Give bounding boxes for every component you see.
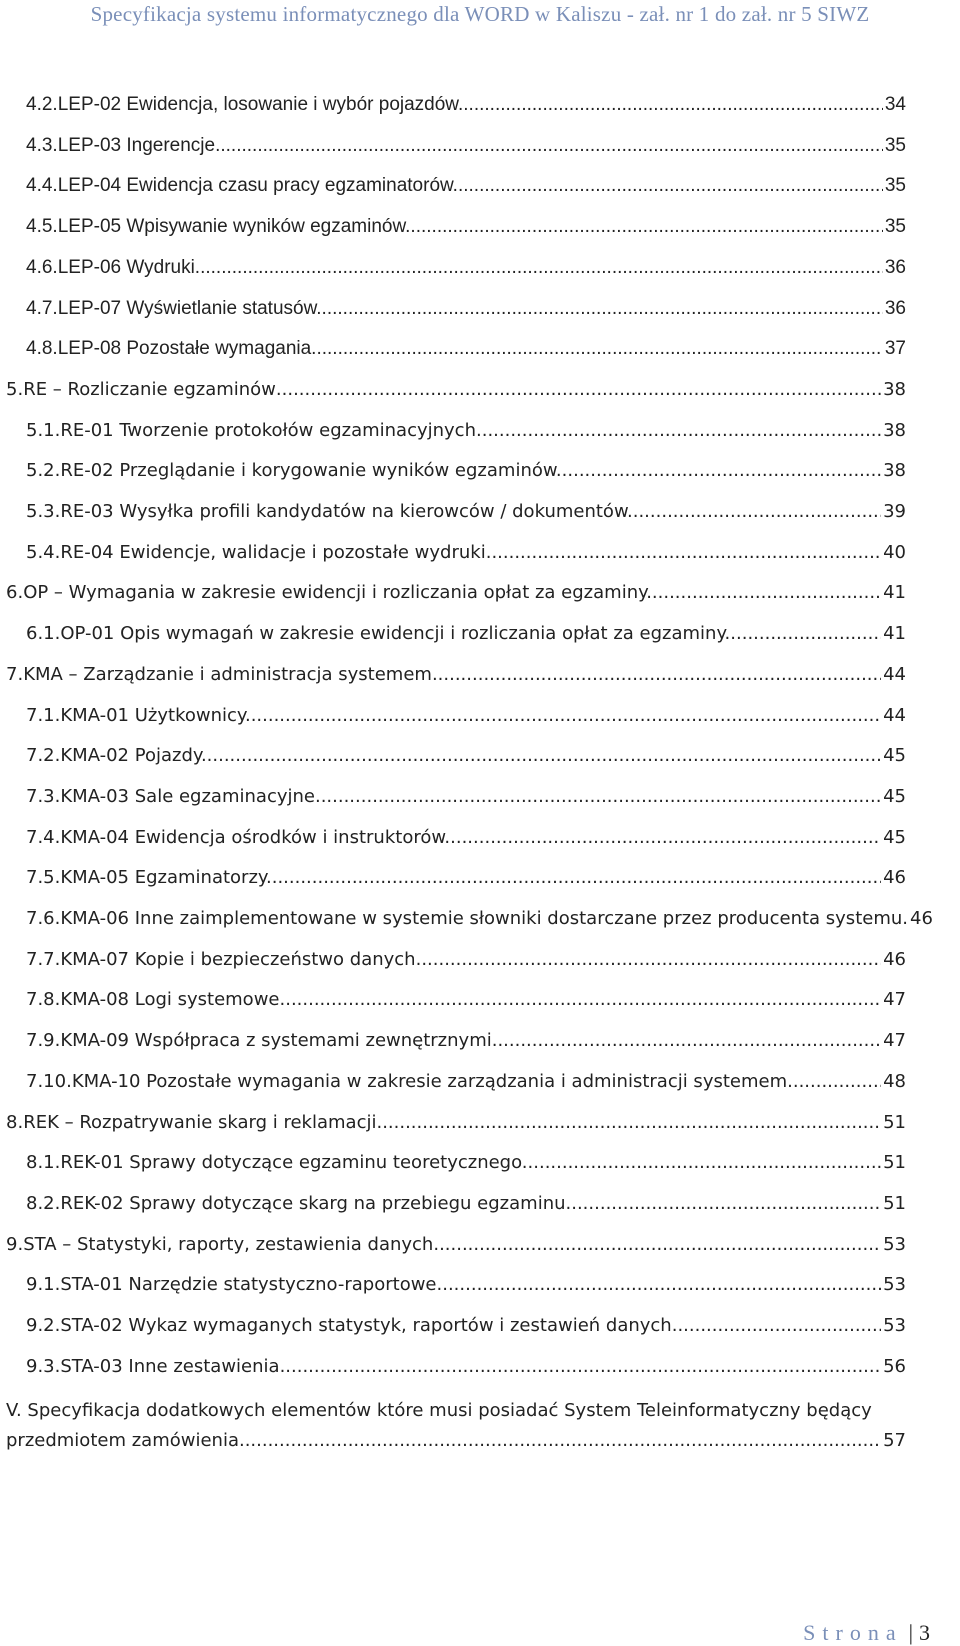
toc-entry-page: 37: [884, 338, 906, 360]
toc-entry-leader: [316, 338, 882, 360]
page-footer: [803, 1620, 930, 1646]
toc-entry-leader: [382, 1112, 881, 1133]
toc-entry-leader: [321, 786, 881, 807]
toc-entry-title: STA – Statystyki, raporty, zestawienia danych.: [23, 1233, 440, 1255]
toc-entry-title: KMA-02 Pojazdy.: [60, 745, 207, 767]
toc-entry-title: LEP-08 Pozostałe wymagania.: [57, 338, 317, 360]
toc-entry-page: 35: [884, 134, 906, 156]
toc-entry-page: 41: [883, 623, 906, 645]
toc-entry-number: 8.2.: [26, 1192, 61, 1214]
toc-entry-title: KMA-10 Pozostałe wymagania w zakresie zarządzania i administracji systemem.: [71, 1070, 793, 1092]
toc-entry-leader: [439, 1234, 881, 1255]
toc-entry[interactable]: [26, 298, 906, 328]
toc-entry-leader: [285, 989, 881, 1010]
toc-entry-number: 6.1.: [26, 623, 61, 645]
toc-entry-leader: [463, 94, 883, 116]
toc-entry-page: 35: [884, 216, 906, 238]
toc-entry-number: 9.2.: [26, 1315, 61, 1336]
toc-entry-number: 4.4.: [26, 175, 58, 197]
document-title: Specyfikacja systemu informatycznego dla WORD w Kaliszu - zał. nr 1 do zał. nr 5 SIWZ: [90, 2, 870, 26]
toc-entry[interactable]: [26, 1193, 906, 1223]
toc-entry-title: REK-01 Sprawy dotyczące egzaminu teoretycznego.: [60, 1152, 528, 1174]
toc-entry-page: 46: [883, 948, 906, 970]
toc-entry[interactable]: [26, 989, 906, 1019]
toc-entry-number: 4.7.: [26, 297, 58, 319]
toc-entry-leader: [528, 1152, 882, 1173]
toc-entry[interactable]: [6, 1112, 906, 1142]
toc-entry-title: RE-01 Tworzenie protokołów egzaminacyjnych.: [60, 419, 482, 441]
toc-entry-number: 4.3.: [26, 134, 58, 156]
toc-entry-title: STA-01 Narzędzie statystyczno-raportowe.: [60, 1274, 443, 1296]
toc-entry-page: 47: [883, 1030, 906, 1052]
toc-entry-page: 45: [883, 826, 906, 848]
toc-entry-number: 9.3.: [26, 1355, 61, 1377]
toc-entry-title: KMA-06 Inne zaimplementowane w systemie słowniki dostarczane przez producenta systemu.: [60, 908, 908, 929]
toc-entry-leader: [458, 175, 883, 197]
toc-entry-number: 7.10.: [26, 1070, 72, 1092]
toc-entry-title: OP-01 Opis wymagań w zakresie ewidencji i rozliczania opłat za egzaminy.: [60, 623, 731, 645]
toc-entry-leader: [442, 1274, 881, 1295]
toc-entry-title: OP – Wymagania w zakresie ewidencji i rozliczania opłat za egzaminy.: [23, 582, 652, 604]
toc-entry-final[interactable]: [6, 1396, 906, 1460]
toc-entry-leader: [450, 827, 881, 848]
toc-entry-leader: [730, 623, 881, 644]
toc-entry[interactable]: [26, 420, 906, 450]
toc-entry[interactable]: [26, 1315, 906, 1345]
toc-entry-page: 56: [883, 1355, 906, 1377]
toc-entry-number: 7.2.: [26, 745, 61, 767]
toc-entry-number: 5.1.: [26, 419, 61, 441]
toc-entry-page: 36: [884, 297, 906, 319]
toc-entry-leader: [571, 1193, 881, 1214]
toc-entry-number: 4.2.: [26, 94, 58, 115]
toc-entry-leader: [633, 501, 881, 522]
toc-entry[interactable]: [26, 786, 906, 816]
toc-entry-leader: [562, 460, 881, 481]
toc-entry-title: KMA-09 Współpraca z systemami zewnętrznymi.: [60, 1030, 498, 1052]
toc-entry-leader: [482, 420, 881, 441]
toc-entry-title: KMA – Zarządzanie i administracja systemem.: [23, 663, 438, 685]
toc-entry-leader: [220, 135, 882, 157]
toc-entry[interactable]: [26, 827, 906, 857]
toc-entry-title: KMA-04 Ewidencja ośrodków i instruktorów.: [60, 826, 451, 848]
toc-entry-number: 5.: [6, 378, 24, 400]
toc-entry-leader: [438, 664, 881, 685]
toc-entry[interactable]: [26, 908, 933, 938]
toc-entry-title: LEP-07 Wyświetlanie statusów.: [57, 297, 322, 319]
toc-entry-leader: [285, 1356, 881, 1377]
toc-entry[interactable]: [26, 1030, 906, 1060]
toc-entry-number: 8.: [6, 1111, 24, 1133]
toc-entry-page: 47: [883, 989, 906, 1011]
toc-entry[interactable]: [6, 379, 906, 409]
toc-entry-number: 7.3.: [26, 785, 61, 807]
toc-entry-number: 7.: [6, 663, 24, 685]
toc-entry[interactable]: [26, 1356, 906, 1386]
toc-entry-page: 51: [883, 1152, 906, 1174]
toc-entry-number: 9.1.: [26, 1274, 61, 1296]
page-header: [0, 0, 960, 40]
toc-final-line1: V. Specyfikacja dodatkowych elementów które musi posiadać System Teleinformatyczny będący: [6, 1400, 872, 1422]
toc-entry-title: RE – Rozliczanie egzaminów: [23, 378, 276, 400]
toc-entry-number: 5.2.: [26, 460, 61, 482]
toc-entry-number: 7.4.: [26, 826, 61, 848]
toc-entry-leader: [491, 542, 881, 563]
toc-entry-page: 36: [884, 256, 906, 278]
toc-entry-title: KMA-03 Sale egzaminacyjne.: [60, 785, 321, 807]
toc-entry[interactable]: [6, 582, 906, 612]
toc-entry[interactable]: [6, 664, 906, 694]
toc-entry-page: 53: [883, 1233, 906, 1255]
toc-entry-number: 8.1.: [26, 1152, 61, 1174]
toc-entry[interactable]: [26, 501, 906, 531]
toc-entry-title: LEP-03 Ingerencje.: [57, 134, 221, 156]
page-separator: |: [908, 1620, 913, 1645]
toc-entry[interactable]: [26, 135, 906, 165]
toc-entry-page: 45: [883, 785, 906, 807]
toc-entry-title: LEP-06 Wydruki.: [57, 256, 201, 278]
toc-entry-title: KMA-08 Logi systemowe.: [60, 989, 286, 1011]
toc-entry-page: 45: [883, 745, 906, 767]
toc-entry-number: 7.5.: [26, 867, 61, 889]
toc-entry[interactable]: [26, 216, 906, 246]
toc-entry-page: 44: [883, 663, 906, 685]
toc-entry-leader: [410, 216, 882, 238]
toc-entry-number: 7.7.: [26, 948, 61, 970]
toc-entry-leader: [251, 705, 881, 726]
toc-entry-title: RE-04 Ewidencje, walidacje i pozostałe wydruki.: [60, 541, 492, 563]
toc-entry-leader: [276, 379, 881, 400]
toc-entry-page: 40: [883, 541, 906, 563]
toc-entry-leader: [207, 745, 881, 766]
toc-entry-title: RE-02 Przeglądanie i korygowanie wyników egzaminów.: [60, 460, 562, 482]
toc-entry-page: 44: [883, 704, 906, 726]
toc-entry[interactable]: [26, 1152, 906, 1182]
toc-entry-page: 53: [883, 1315, 906, 1336]
toc-entry[interactable]: [26, 1071, 906, 1101]
page-number: 3: [919, 1620, 930, 1645]
toc-entry-page: 35: [884, 175, 906, 197]
toc-entry-page: 46: [910, 908, 933, 929]
toc-entry[interactable]: [26, 460, 906, 490]
toc-entry[interactable]: [26, 705, 906, 735]
toc-entry-page: 38: [883, 378, 906, 400]
toc-entry-page: 51: [883, 1192, 906, 1214]
toc-entry-number: 4.6.: [26, 256, 58, 278]
toc-entry[interactable]: [26, 623, 906, 653]
toc-entry-leader: [200, 257, 883, 279]
toc-entry[interactable]: [6, 1234, 906, 1264]
toc-entry[interactable]: [26, 175, 906, 205]
toc-entry-number: 4.8.: [26, 338, 58, 360]
toc-entry-page: 53: [883, 1274, 906, 1296]
toc-entry-leader: [421, 949, 881, 970]
toc-entry-title: KMA-01 Użytkownicy.: [60, 704, 251, 726]
toc-entry-page: 34: [884, 94, 906, 115]
toc-entry-page: 48: [883, 1070, 906, 1092]
toc-entry-title: LEP-05 Wpisywanie wyników egzaminów.: [57, 216, 411, 238]
toc-entry-title: LEP-04 Ewidencja czasu pracy egzaminatorów.: [57, 175, 458, 197]
toc-entry-number: 7.9.: [26, 1030, 61, 1052]
page-label: Strona: [803, 1620, 903, 1645]
toc-final-line2: przedmiotem zamówienia.: [6, 1430, 245, 1452]
toc-entry-page: 46: [883, 867, 906, 889]
toc-entry-page: 41: [883, 582, 906, 604]
toc-entry-number: 7.6.: [26, 908, 61, 929]
toc-entry-number: 4.5.: [26, 216, 58, 238]
toc-final-page: 57: [883, 1430, 906, 1452]
toc-entry[interactable]: [26, 257, 906, 287]
toc-entry-number: 5.3.: [26, 501, 61, 522]
toc-entry[interactable]: [26, 338, 906, 368]
toc-entry-leader: [272, 867, 881, 888]
toc-entry[interactable]: [26, 867, 906, 897]
toc-entry[interactable]: [26, 1274, 906, 1304]
toc-entry-title: REK-02 Sprawy dotyczące skarg na przebiegu egzaminu.: [60, 1192, 572, 1214]
toc-entry[interactable]: [26, 94, 906, 124]
toc-entry[interactable]: [26, 949, 906, 979]
toc-entry-title: STA-02 Wykaz wymaganych statystyk, raportów i zestawień danych.: [60, 1315, 678, 1336]
toc-entry[interactable]: [26, 542, 906, 572]
toc-entry-leader: [497, 1030, 881, 1051]
toc-entry-number: 7.1.: [26, 704, 61, 726]
toc-final-line2-row: [6, 1426, 906, 1456]
toc-entry-number: 6.: [6, 582, 24, 604]
toc-entry-leader: [793, 1071, 881, 1092]
toc-entry-title: STA-03 Inne zestawienia.: [60, 1355, 286, 1377]
toc-entry-number: 9.: [6, 1233, 24, 1255]
toc-entry-title: KMA-07 Kopie i bezpieczeństwo danych.: [60, 948, 422, 970]
toc-entry-number: 7.8.: [26, 989, 61, 1011]
toc-entry-title: RE-03 Wysyłka profili kandydatów na kierowców / dokumentów.: [60, 501, 633, 522]
toc-entry-page: 38: [883, 419, 906, 441]
toc-entry[interactable]: [26, 745, 906, 775]
toc-entry-page: 39: [883, 501, 906, 522]
toc-entry-page: 38: [883, 460, 906, 482]
toc-entry-title: REK – Rozpatrywanie skarg i reklamacji.: [23, 1111, 383, 1133]
toc-entry-leader: [652, 582, 881, 603]
toc-entry-title: LEP-02 Ewidencja, losowanie i wybór pojazdów.: [57, 94, 464, 115]
toc-entry-number: 5.4.: [26, 541, 61, 563]
toc-entry-page: 51: [883, 1111, 906, 1133]
toc-entry-leader: [322, 298, 883, 320]
toc-entry-leader: [677, 1315, 881, 1336]
toc-entry-title: KMA-05 Egzaminatorzy.: [60, 867, 272, 889]
toc-entry-leader: [245, 1426, 881, 1456]
